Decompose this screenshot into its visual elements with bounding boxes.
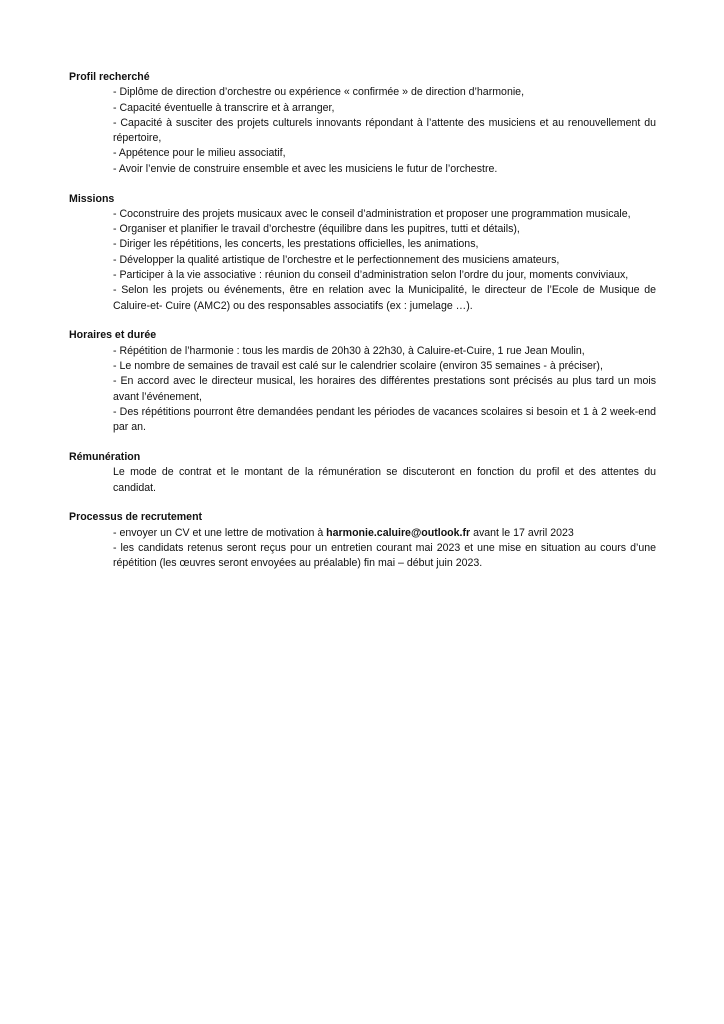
list-item: - Capacité éventuelle à transcrire et à arranger, xyxy=(113,101,335,114)
list-item xyxy=(113,526,656,541)
list-item: - Capacité à susciter des projets culturels innovants répondant à l’attente des musiciens et au renouvellement du répertoire, xyxy=(113,116,656,145)
list-item: - Diplôme de direction d’orchestre ou expérience « confirmée » de direction d’harmonie, xyxy=(113,86,525,99)
section-heading-recrutement: Processus de recrutement xyxy=(69,511,203,524)
section-horaires xyxy=(69,328,656,435)
list-item: - Développer la qualité artistique de l’orchestre et le perfectionnement des musiciens amateurs, xyxy=(113,253,560,266)
recrutement-list xyxy=(113,526,656,572)
list-item: - Diriger les répétitions, les concerts, les prestations officielles, les animations, xyxy=(113,238,479,251)
section-heading-profil: Profil recherché xyxy=(69,71,150,83)
section-missions xyxy=(69,192,656,314)
section-profil xyxy=(69,70,656,177)
section-recrutement xyxy=(69,510,656,571)
remuneration-text xyxy=(113,465,656,496)
list-item: - Selon les projets ou événements, être en relation avec la Municipalité, le directeur de l’Ecole de Musique de Caluire-et- Cuire (AMC2) ou des responsables associatifs (ex : jumelage …). xyxy=(113,284,656,312)
missions-list xyxy=(113,207,656,314)
horaires-list xyxy=(113,344,656,436)
recrutement-item-text: avant le 17 avril 2023 xyxy=(470,526,574,539)
list-item: - Des répétitions pourront être demandées pendant les périodes de vacances scolaires si besoin et 1 à 2 week-end par an. xyxy=(113,405,656,434)
list-item: - Participer à la vie associative : réunion du conseil d’administration selon l’ordre du jour, moments conviviaux, xyxy=(113,269,629,282)
recrutement-item-text: - envoyer un CV et une lettre de motivation à xyxy=(113,526,327,539)
list-item: - Le nombre de semaines de travail est calé sur le calendrier scolaire (environ 35 semaines - à préciser), xyxy=(113,360,603,373)
paragraph: Le mode de contrat et le montant de la rémunération se discuteront en fonction du profil et des attentes du candidat. xyxy=(113,466,656,494)
list-item: - Organiser et planifier le travail d’orchestre (équilibre dans les pupitres, tutti et détails), xyxy=(113,223,520,236)
section-heading-remuneration: Rémunération xyxy=(69,451,141,464)
list-item: - En accord avec le directeur musical, les horaires des différentes prestations sont précisés au plus tard un mois avant l’événement, xyxy=(113,375,656,403)
list-item: - Avoir l’envie de construire ensemble et avec les musiciens le futur de l’orchestre. xyxy=(113,162,498,175)
section-heading-horaires: Horaires et durée xyxy=(69,329,157,342)
contact-email: harmonie.caluire@outlook.fr xyxy=(326,526,471,539)
profil-list xyxy=(113,85,656,177)
list-item: - Répétition de l’harmonie : tous les mardis de 20h30 à 22h30, à Caluire-et-Cuire, 1 rue Jean Moulin, xyxy=(113,344,585,357)
section-remuneration xyxy=(69,450,656,496)
document-body xyxy=(69,70,656,586)
list-item: - Coconstruire des projets musicaux avec le conseil d’administration et proposer une programmation musicale, xyxy=(113,207,631,220)
section-heading-missions: Missions xyxy=(69,192,115,205)
list-item: - Appétence pour le milieu associatif, xyxy=(113,147,286,160)
list-item: - les candidats retenus seront reçus pour un entretien courant mai 2023 et une mise en situation au cours d’une répétition (les œuvres seront envoyées au préalable) fin mai – début juin 2023. xyxy=(113,542,656,570)
